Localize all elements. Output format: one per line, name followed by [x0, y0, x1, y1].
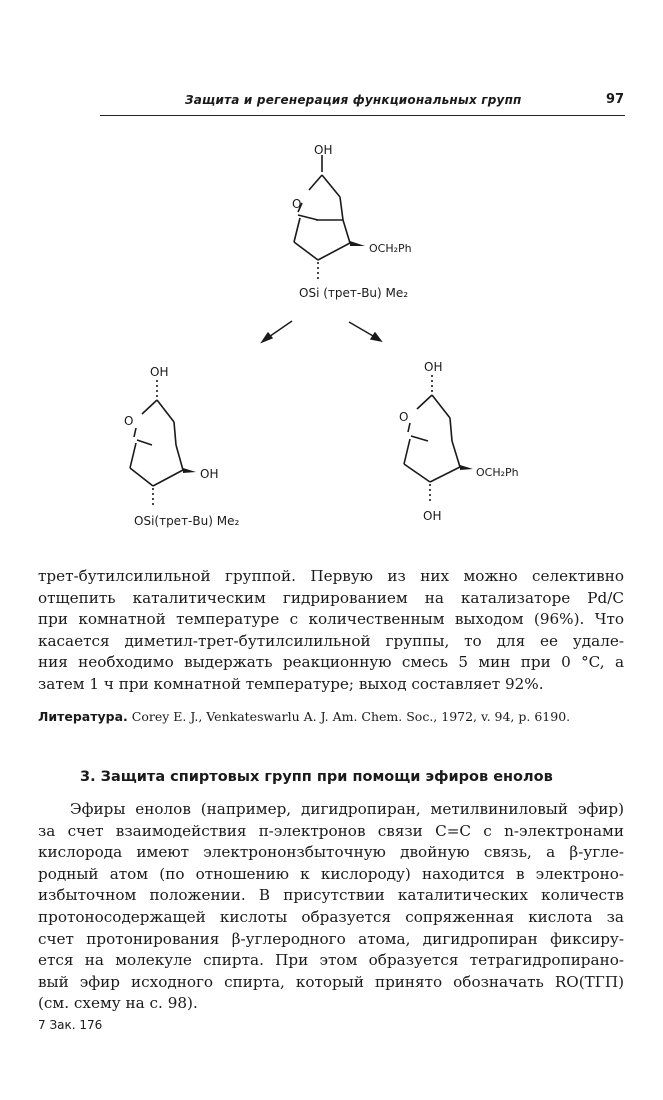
- top-ring-o: O: [292, 197, 302, 211]
- left-molecule: [130, 380, 196, 507]
- right-oh-label: OH: [424, 360, 443, 374]
- paragraph-1: [38, 566, 624, 696]
- paragraph-line: трет-бутилсилильной группой. Первую из них можно селективно: [38, 567, 624, 585]
- paragraph-line: (см. схему на с. 98).: [38, 994, 198, 1013]
- paragraph-2: [38, 799, 624, 1015]
- top-oh-label: OH: [314, 143, 333, 157]
- section-title: 3. Защита спиртовых групп при помощи эфиров енолов: [80, 769, 553, 785]
- running-title: Защита и регенерация функциональных групп: [185, 93, 522, 107]
- bond: [309, 175, 322, 190]
- paragraph-line: родный атом (по отношению к кислороду) находится в электроно-: [38, 864, 624, 883]
- paragraph-line: отщепить каталитическим гидрированием на катализаторе Pd/C: [38, 588, 624, 607]
- right-bottom-label: OH: [423, 509, 442, 523]
- paragraph-line: затем 1 ч при комнатной температуре; выход составляет 92%.: [38, 674, 544, 693]
- arrow-right-head: [371, 333, 381, 341]
- signature-mark: 7 Зак. 176: [38, 1018, 103, 1032]
- left-bottom-label: OSi(трет-Bu) Me₂: [134, 514, 240, 528]
- paragraph-line: за счет взаимодействия π-электронов связи C=C с n-электронами: [38, 821, 624, 840]
- paragraph-line: ния необходимо выдержать реакционную смесь 5 мин при 0 °C, а: [38, 653, 624, 672]
- paragraph-line: касается диметил-трет-бутилсилильной группы, то для ее удале-: [38, 631, 624, 650]
- paragraph-line: Эфиры енолов (например, дигидропиран, метилвиниловый эфир): [70, 800, 624, 818]
- paragraph-line: при комнатной температуре с количественным выходом (96%). Что: [38, 610, 624, 629]
- reaction-arrows: [262, 321, 381, 342]
- literature-label: Литература.: [38, 709, 128, 724]
- page-number: 97: [606, 92, 625, 107]
- literature-text: Corey E. J., Venkateswarlu A. J. Am. Chem. Soc., 1972, v. 94, p. 6190.: [131, 709, 571, 724]
- left-right-label: OH: [200, 467, 219, 481]
- top-molecule: [294, 155, 365, 280]
- left-ring-o: O: [124, 414, 134, 428]
- top-right-label: OCH₂Ph: [369, 242, 412, 255]
- paragraph-line: ется на молекуле спирта. При этом образуется тетрагидропирано-: [38, 951, 624, 970]
- arrow-left-head: [262, 333, 272, 342]
- paragraph-line: счет протонирования β-углеродного атома, дигидропиран фиксиру-: [38, 929, 624, 948]
- paragraph-line: вый эфир исходного спирта, который принято обозначать RO(ТГП): [38, 972, 624, 991]
- paragraph-line: протоносодержащей кислоты образуется сопряженная кислота за: [38, 907, 624, 926]
- left-oh-label: OH: [150, 365, 169, 379]
- paragraph-line: избыточном положении. В присутствии каталитических количеств: [38, 886, 624, 905]
- literature-reference: [38, 709, 624, 724]
- top-bottom-label: OSi (трет-Bu) Me₂: [299, 286, 409, 300]
- right-molecule: [404, 375, 473, 503]
- paragraph-line: кислорода имеют электрононзбыточную двойную связь, а β-угле-: [38, 843, 624, 862]
- right-ring-o: O: [399, 410, 409, 424]
- right-right-label: OCH₂Ph: [476, 466, 519, 479]
